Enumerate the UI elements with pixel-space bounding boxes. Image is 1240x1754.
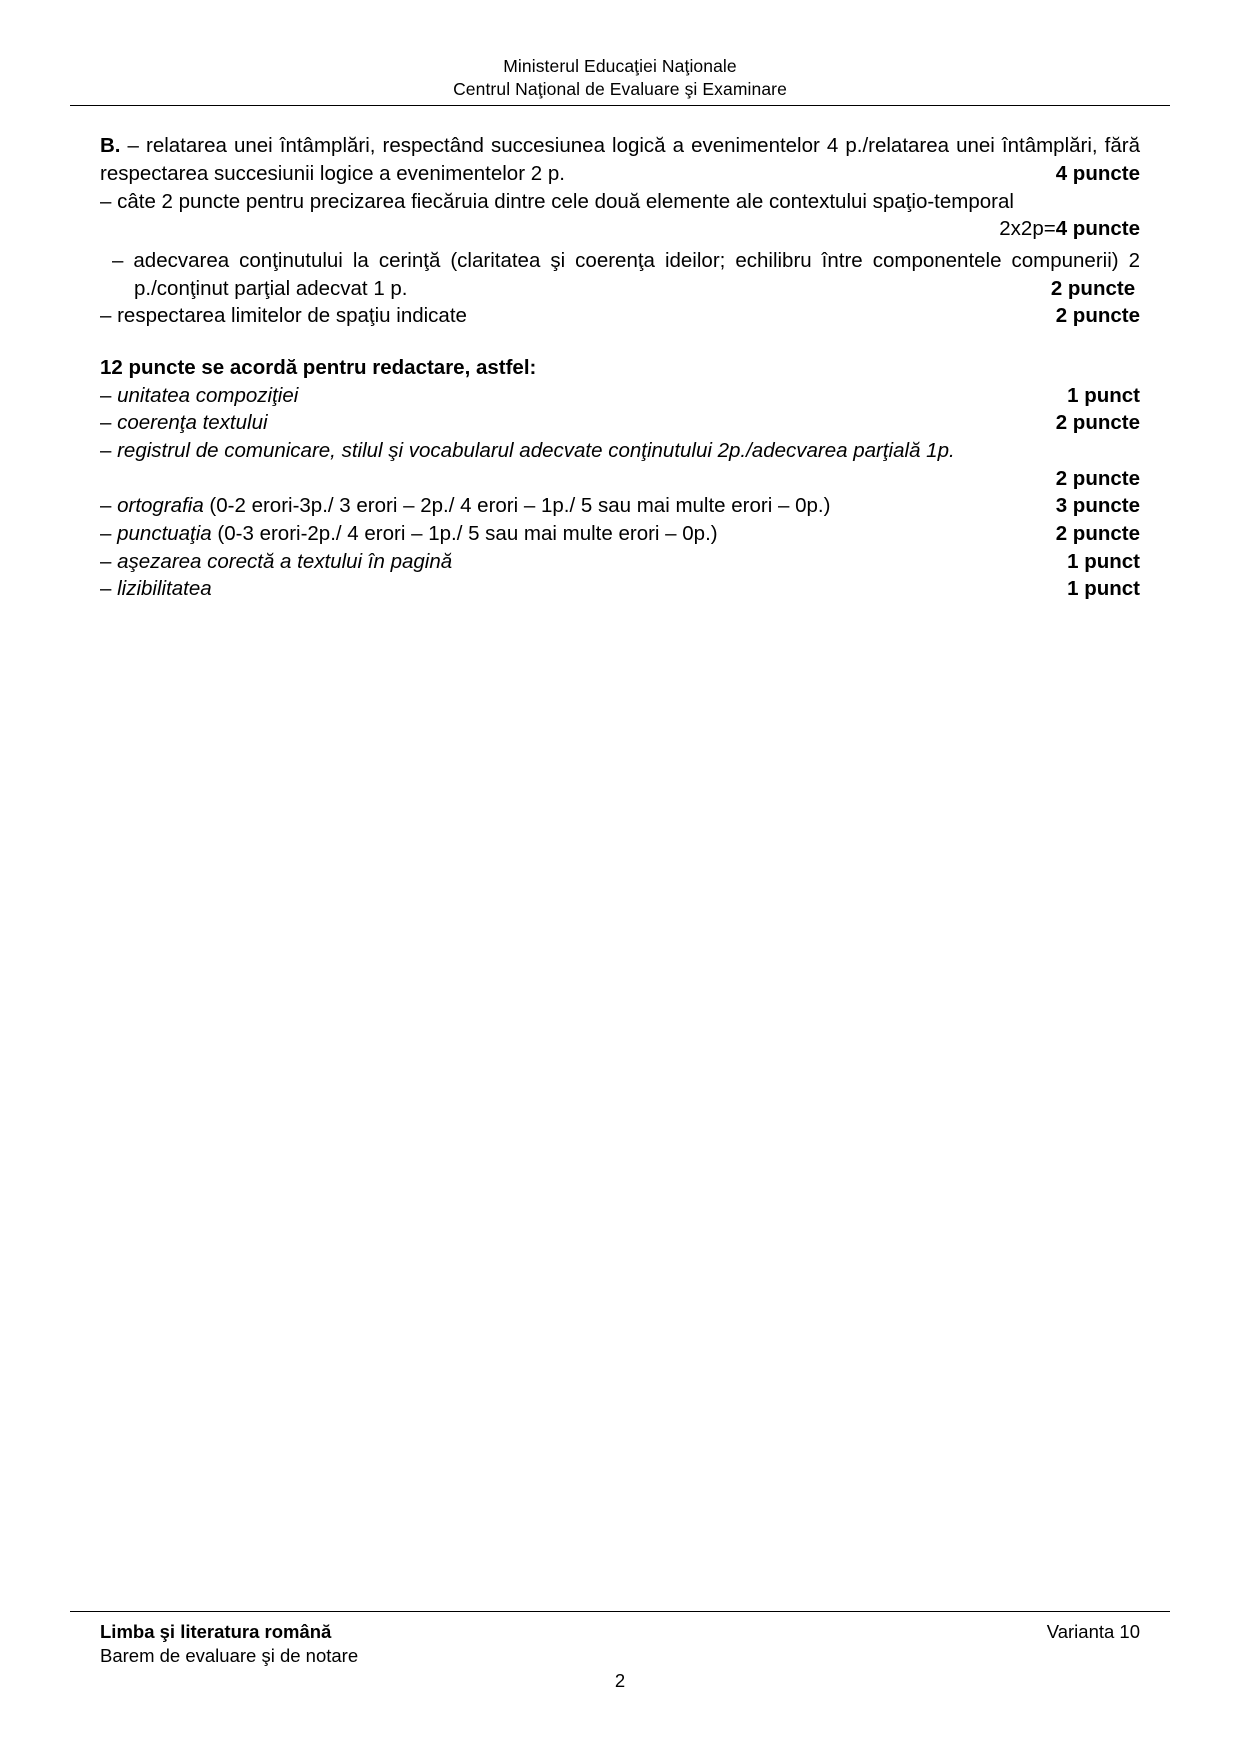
redactare-item [100,548,1140,576]
bullet-limite-text: – respectarea limitelor de spaţiu indicate [100,304,467,328]
bullet-adecvare [100,247,1140,302]
footer-subject: Limba şi literatura română [100,1620,332,1642]
spacer [100,330,1140,354]
redactare-heading: 12 puncte se acordă pentru redactare, astfel: [100,355,537,379]
redactare-points: 1 punct [1067,549,1140,573]
redactare-points: 1 punct [1067,577,1140,601]
bullet-limite-points: 2 puncte [1055,304,1140,328]
document-header [100,55,1140,101]
section-b-points: 4 puncte [1055,161,1140,185]
bullet-context [100,188,1140,216]
document-content [100,132,1140,603]
redactare-points: 2 puncte [1055,411,1140,435]
redactare-dash: – [100,411,118,435]
bullet-limite [100,302,1140,330]
redactare-item [100,382,1140,410]
redactare-dash: – [100,577,118,601]
bullet-adecvare-text: – adecvarea conţinutului la cerinţă (claritatea şi coerenţa ideilor; echilibru între componentele compunerii) 2 p./conţinut parţial adecvat 1 p. [112,248,1140,300]
redactare-item [100,409,1140,437]
bullet-context-points-line [100,215,1140,243]
section-b-label: B. [100,134,121,158]
header-ministry: Ministerul Educaţiei Naţionale [503,56,737,76]
redactare-item [100,437,1140,492]
redactare-detail: (0-3 erori-2p./ 4 erori – 1p./ 5 sau mai multe erori – 0p.) [211,521,718,545]
redactare-points: 3 puncte [1055,494,1140,518]
redactare-item [100,492,1140,520]
page-number: 2 [614,1670,626,1691]
redactare-dash: – [100,549,118,573]
bullet-context-text: – câte 2 puncte pentru precizarea fiecăruia dintre cele două elemente ale contextului spaţio-temporal [100,189,1014,213]
redactare-dash: – [100,521,118,545]
section-b-text: – relatarea unei întâmplări, respectând succesiunea logică a evenimentelor 4 p./relatarea unei întâmplări, fără respectarea succesiunii logice a evenimentelor 2 p. [100,134,1140,185]
header-center: Centrul Naţional de Evaluare şi Examinare [453,79,787,100]
redactare-dash: – [100,438,118,462]
redactare-term: lizibilitatea [117,577,212,601]
redactare-dash: – [100,494,118,518]
redactare-detail: (0-2 erori-3p./ 3 erori – 2p./ 4 erori – 1p./ 5 sau mai multe erori – 0p.) [203,494,831,518]
section-b-paragraph [100,132,1140,187]
document-footer [100,1611,1140,1692]
redactare-points: 2 puncte [1055,466,1140,490]
redactare-label: registrul de comunicare, stilul şi vocabularul adecvate conţinutului 2p./adecvarea parţială 1p. [117,438,955,462]
redactare-points: 2 puncte [1055,521,1140,545]
redactare-term: ortografia [117,494,204,518]
bullet-context-points-prefix: 2x2p= [999,217,1056,241]
redactare-points: 1 punct [1067,383,1140,407]
redactare-item [100,575,1140,603]
redactare-label: unitatea compoziţiei [117,383,299,407]
bullet-adecvare-points: 2 puncte [1050,276,1136,300]
redactare-label: coerenţa textului [117,411,268,435]
footer-divider [70,1611,1170,1612]
header-divider [70,105,1170,106]
footer-left [100,1620,358,1668]
footer-variant: Varianta 10 [1046,1620,1140,1642]
redactare-item [100,520,1140,548]
redactare-dash: – [100,383,118,407]
redactare-term: aşezarea corectă a textului în pagină [117,549,453,573]
bullet-context-points: 4 puncte [1055,217,1140,241]
footer-doc-type: Barem de evaluare şi de notare [100,1644,359,1666]
redactare-term: punctuaţia [117,521,212,545]
